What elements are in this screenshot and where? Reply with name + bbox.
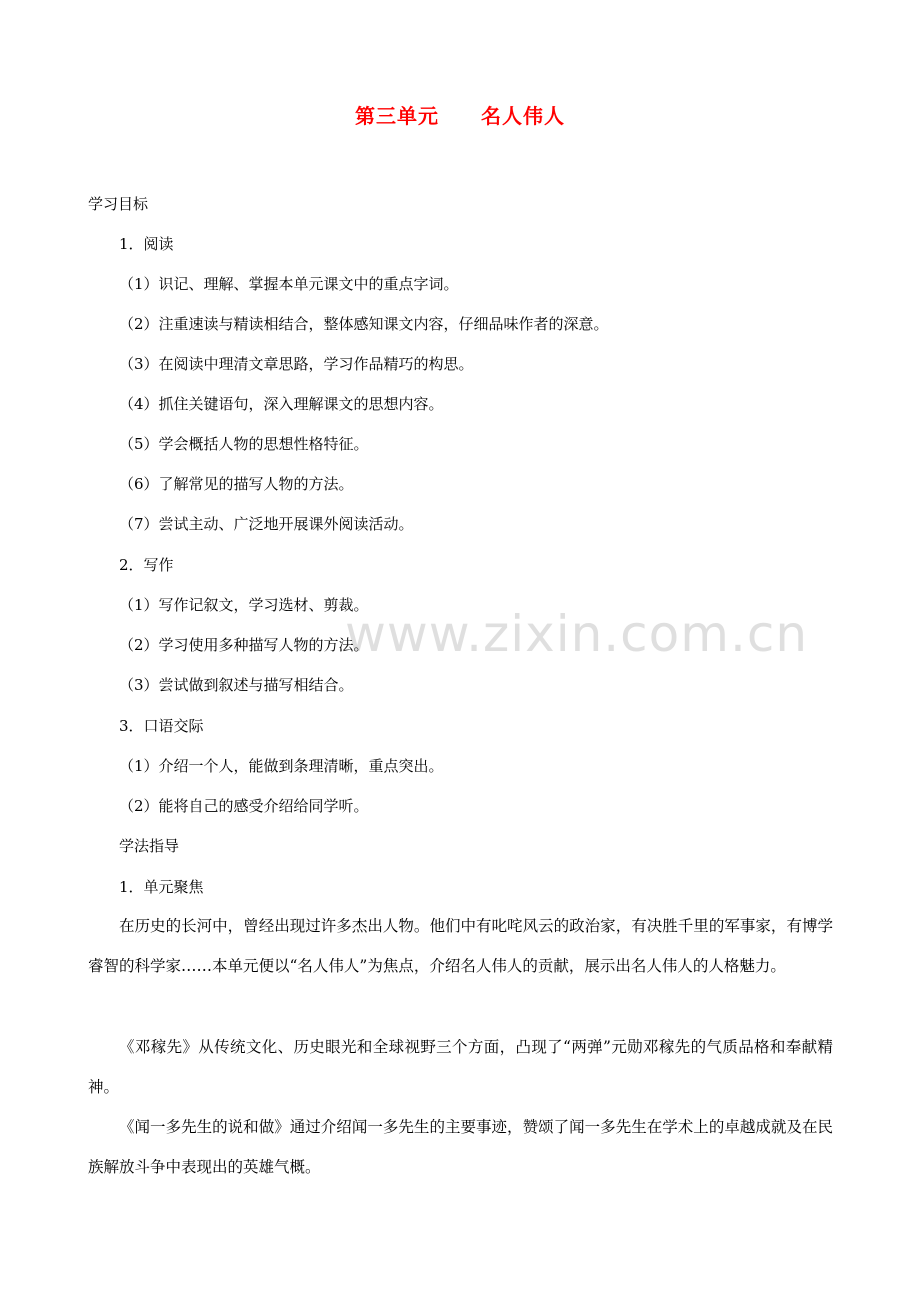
list-item: （3）尝试做到叙述与描写相结合。 [119, 676, 354, 694]
list-item: （2）注重速读与精读相结合，整体感知课文内容，仔细品味作者的深意。 [119, 315, 609, 333]
section-heading-method-guide: 学法指导 [119, 837, 180, 855]
list-item: （3）在阅读中理清文章思路，学习作品精巧的构思。 [119, 355, 474, 373]
paragraph-intro: 在历史的长河中，曾经出现过许多杰出人物。他们中有叱咤风云的政治家，有决胜千里的军事家，有博学睿智的科学家……本单元便以“名人伟人”为焦点，介绍名人伟人的贡献，展示出名人伟人的人格魅力。 [88, 917, 833, 975]
list-item: （2）学习使用多种描写人物的方法。 [119, 636, 369, 654]
list-item: （1）写作记叙文，学习选材、剪裁。 [119, 596, 369, 614]
paragraph-deng-jiaxian: 《邓稼先》从传统文化、历史眼光和全球视野三个方面，凸现了“两弹”元勋邓稼先的气质品格和奉献精神。 [88, 1038, 833, 1096]
subheading-oral: 3．口语交际 [119, 717, 204, 735]
subheading-reading: 1．阅读 [119, 235, 174, 253]
paragraph-wen-yiduo: 《闻一多先生的说和做》通过介绍闻一多先生的主要事迹，赞颂了闻一多先生在学术上的卓越成就及在民族解放斗争中表现出的英雄气概。 [88, 1118, 833, 1176]
list-item: （5）学会概括人物的思想性格特征。 [119, 435, 369, 453]
list-item: （1）识记、理解、掌握本单元课文中的重点字词。 [119, 275, 459, 293]
list-item: （1）介绍一个人，能做到条理清晰，重点突出。 [119, 757, 444, 775]
page-title: 第三单元 名人伟人 [355, 104, 565, 128]
subheading-unit-focus: 1．单元聚焦 [119, 878, 204, 896]
list-item: （2）能将自己的感受介绍给同学听。 [119, 797, 369, 815]
list-item: （7）尝试主动、广泛地开展课外阅读活动。 [119, 515, 414, 533]
subheading-writing: 2．写作 [119, 556, 174, 574]
watermark: www.zixin.com.cn [345, 605, 809, 663]
section-heading-learning-goals: 学习目标 [88, 195, 149, 213]
list-item: （6）了解常见的描写人物的方法。 [119, 475, 354, 493]
list-item: （4）抓住关键语句，深入理解课文的思想内容。 [119, 395, 444, 413]
